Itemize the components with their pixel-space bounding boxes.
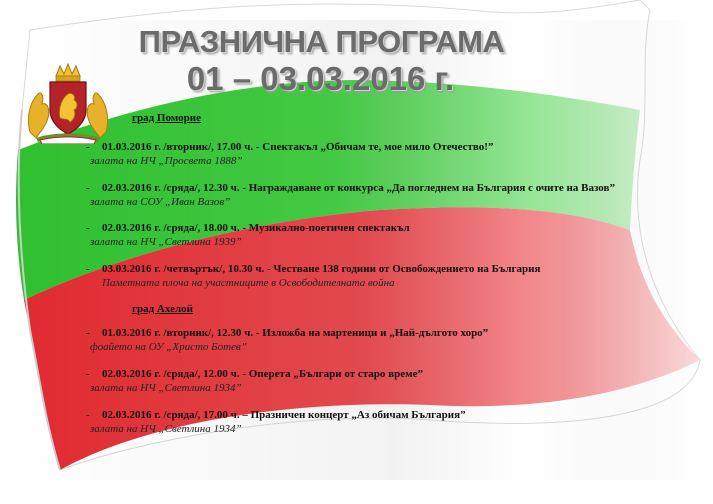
event-place: фоайето на ОУ „Христо Ботев” [90, 341, 247, 353]
event-line: - 01.03.2016 г. /вторник/, 12.30 ч. - Изложба на мартеници и „Най-дългото хоро” [86, 327, 489, 339]
event-text: 03.03.2016 г. /четвъртък/, 10.30 ч. - Честване 138 години от Освобождението на България [102, 263, 541, 275]
event-line: - 03.03.2016 г. /четвъртък/, 10.30 ч. - Честване 138 години от Освобождението на България [86, 263, 541, 275]
event-text: 02.03.2016 г. /сряда/, 12.30 ч. - Награждаване от конкурса „Да погледнем на България с очите на Вазов” [102, 182, 615, 194]
event-line: - 02.03.2016 г. /сряда/, 18.00 ч. - Музикално-поетичен спектакъл [86, 222, 410, 234]
event-place: залата на НЧ „Просвета 1888” [90, 155, 243, 167]
event-text: 01.03.2016 г. /вторник/, 12.30 ч. - Изложба на мартеници и „Най-дългото хоро” [102, 327, 489, 339]
event-place: залата на НЧ „Светлина 1939” [90, 236, 242, 248]
event-line: - 02.03.2016 г. /сряда/, 17.00 ч. – Празничен концерт „Аз обичам България” [86, 409, 466, 421]
event-text: 02.03.2016 г. /сряда/, 12.00 ч. - Оперета „Българи от старо време” [102, 368, 423, 380]
coat-of-arms-icon [22, 62, 114, 144]
event-place: залата на НЧ „Светлина 1934” [90, 382, 242, 394]
event-line: - 02.03.2016 г. /сряда/, 12.30 ч. - Награждаване от конкурса „Да погледнем на България с очите на Вазов” [86, 182, 615, 194]
event-line: - 02.03.2016 г. /сряда/, 12.00 ч. - Оперета „Българи от старо време” [86, 368, 423, 380]
town-heading-aheloy: град Ахелой [132, 303, 193, 315]
event-text: 01.03.2016 г. /вторник/, 17.00 ч. - Спектакъл „Обичам те, мое мило Отечество!” [102, 141, 494, 153]
page-title: ПРАЗНИЧНА ПРОГРАМА [138, 24, 505, 59]
event-place: Паметната плоча на участниците в Освободителната война [102, 277, 395, 289]
event-line: - 01.03.2016 г. /вторник/, 17.00 ч. - Спектакъл „Обичам те, мое мило Отечество!” [86, 141, 494, 153]
event-text: 02.03.2016 г. /сряда/, 18.00 ч. - Музикално-поетичен спектакъл [102, 222, 410, 234]
date-range-title: 01 – 03.03.2016 г. [186, 60, 455, 97]
event-place: залата на НЧ „Светлина 1934” [90, 423, 242, 435]
event-place: залата на СОУ „Иван Вазов” [90, 196, 231, 208]
town-heading-pomorie: град Поморие [132, 112, 201, 124]
event-text: 02.03.2016 г. /сряда/, 17.00 ч. – Празничен концерт „Аз обичам България” [102, 409, 466, 421]
